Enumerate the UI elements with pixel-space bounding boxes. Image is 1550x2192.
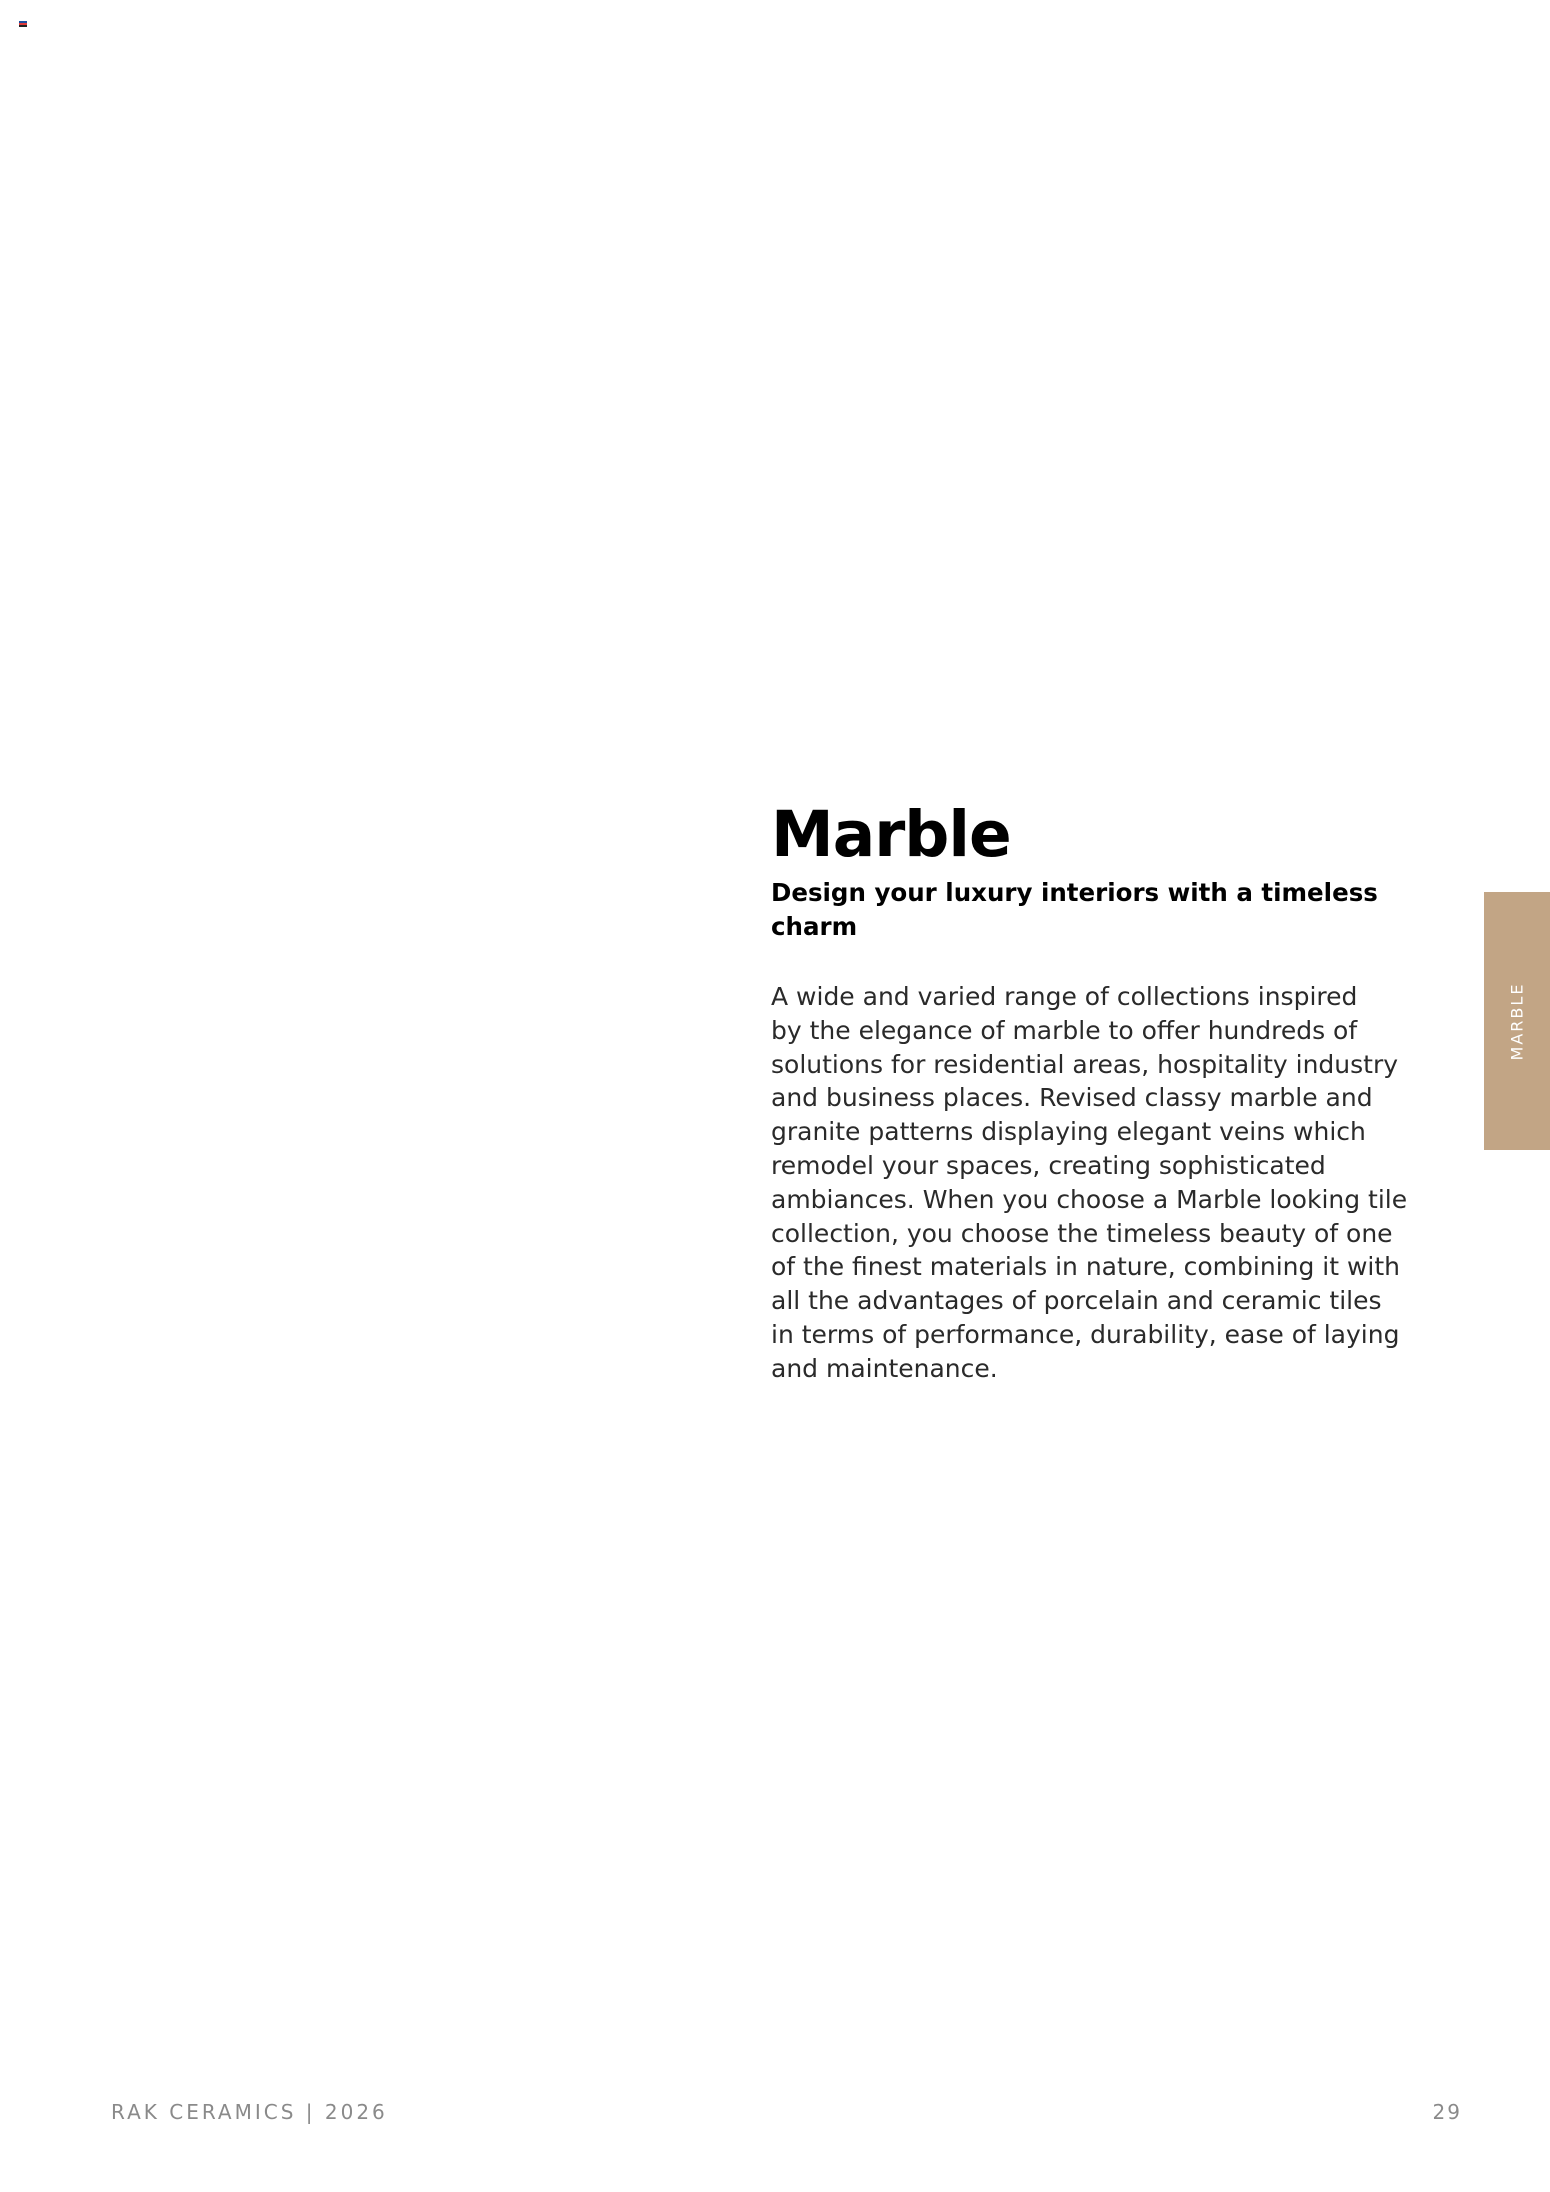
body-line: granite patterns displaying elegant veins which xyxy=(771,1117,1366,1147)
section-side-tab[interactable] xyxy=(1484,892,1550,1150)
body-line: A wide and varied range of collections inspired xyxy=(771,982,1358,1011)
page-title: Marble xyxy=(771,798,1011,871)
side-tab-label: MARBLE xyxy=(1507,982,1527,1060)
body-line: ambiances. When you choose a Marble looking tile xyxy=(771,1184,1408,1214)
body-line: by the elegance of marble to offer hundreds of xyxy=(771,1015,1358,1045)
page-number: 29 xyxy=(1432,2100,1462,2124)
body-line: all the advantages of porcelain and ceramic tiles xyxy=(771,1286,1382,1316)
body-line: in terms of performance, durability, ease of laying xyxy=(771,1319,1400,1349)
body-line: remodel your spaces, creating sophisticated xyxy=(771,1150,1326,1180)
body-line: solutions for residential areas, hospitality industry xyxy=(771,1049,1399,1079)
flag-icon xyxy=(19,21,27,27)
body-paragraph xyxy=(771,980,1431,1386)
body-line: and business places. Revised classy marble and xyxy=(771,1083,1373,1113)
flag-stripe-bottom xyxy=(19,25,27,27)
main-content xyxy=(771,800,1431,1386)
body-line: and maintenance. xyxy=(771,1353,998,1383)
footer-brand: RAK CERAMICS | 2026 xyxy=(111,2100,388,2124)
body-line: of the finest materials in nature, combining it with xyxy=(771,1252,1401,1282)
body-line: collection, you choose the timeless beauty of one xyxy=(771,1218,1393,1248)
page-subtitle: Design your luxury interiors with a timeless charm xyxy=(771,878,1378,941)
